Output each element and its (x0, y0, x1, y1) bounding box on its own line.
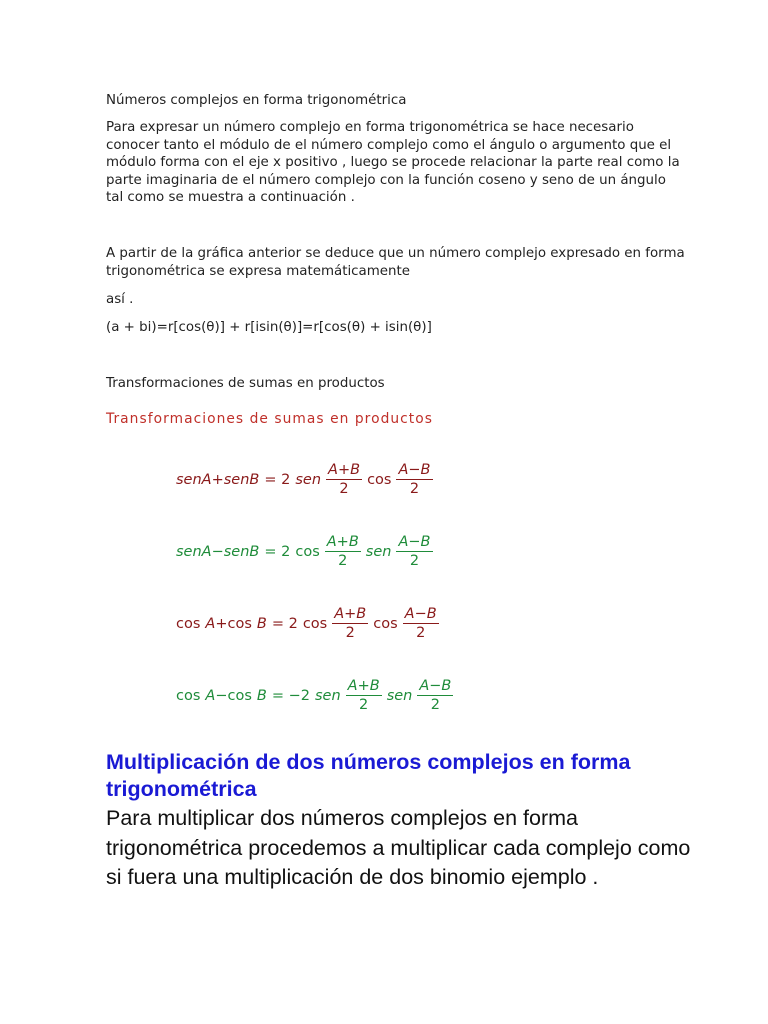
eq-func: cos (227, 615, 252, 632)
section-title-complex-trig: Números complejos en forma trigonométrica (106, 93, 407, 108)
eq-equals: = 2 (271, 615, 298, 632)
eq-func: sen (365, 543, 392, 560)
eq-func: cos (176, 687, 201, 704)
fraction (346, 677, 382, 714)
eq-var: B (249, 471, 260, 488)
section-title-multiplication: Multiplicación de dos números complejos en forma trigonométrica (106, 750, 631, 801)
eq-var: A (205, 687, 216, 704)
eq-func: cos (373, 615, 398, 632)
eq-var: B (256, 687, 267, 704)
eq-func: sen (386, 687, 413, 704)
eq-func: cos (367, 471, 392, 488)
fraction-denominator: 2 (430, 697, 440, 713)
eq-equals: = 2 (264, 471, 291, 488)
fraction-numerator: A+B (334, 606, 367, 622)
eq-var: B (249, 543, 260, 560)
eq-var: A (201, 471, 212, 488)
fraction-denominator: 2 (359, 697, 369, 713)
fraction-denominator: 2 (345, 625, 355, 641)
fraction-denominator: 2 (338, 553, 348, 569)
fraction (325, 533, 361, 570)
eq-func: cos (176, 615, 201, 632)
eq-var: B (256, 615, 267, 632)
formula-image-heading: Transformaciones de sumas en productos (106, 411, 433, 427)
equation-cos-plus-cos (176, 605, 444, 642)
fraction-numerator: A−B (404, 606, 437, 622)
trig-form-formula: (a + bi)=r[cos(θ)] + r[isin(θ)]=r[cos(θ) + isin(θ)] (106, 320, 432, 335)
eq-func: cos (227, 687, 252, 704)
fraction (403, 605, 439, 642)
eq-func: sen (176, 543, 202, 560)
eq-var: A (201, 543, 212, 560)
eq-operator: + (211, 471, 224, 488)
multiplication-paragraph: Para multiplicar dos números complejos en forma trigonométrica procedemos a multiplicar cada complejo como si fuera una multiplicación de dos binomio ejemplo . (106, 806, 691, 889)
eq-func: cos (302, 615, 328, 632)
equation-cos-minus-cos (176, 677, 458, 714)
eq-operator: − (215, 687, 228, 704)
eq-func: sen (314, 687, 341, 704)
fraction-denominator: 2 (416, 625, 426, 641)
fraction-denominator: 2 (409, 481, 420, 497)
fraction (417, 677, 453, 714)
equation-sen-minus-sen (176, 533, 438, 570)
section-title-sum-to-product: Transformaciones de sumas en productos (106, 376, 385, 391)
fraction-numerator: A−B (398, 462, 431, 478)
eq-equals: = 2 (264, 543, 291, 560)
fraction-numerator: A+B (347, 678, 380, 694)
eq-func: cos (295, 543, 320, 560)
fraction-numerator: A+B (328, 462, 361, 478)
fraction (396, 461, 432, 498)
equation-sen-plus-sen (176, 461, 438, 498)
fraction-denominator: 2 (409, 553, 420, 569)
fraction (332, 605, 368, 642)
asi-text: así . (106, 292, 134, 307)
eq-func: sen (176, 471, 202, 488)
intro-paragraph: Para expresar un número complejo en forma trigonométrica se hace necesario conocer tanto el módulo de el número complejo como el ángulo o argumento que el módulo forma con el eje x positivo , luego se procede relacionar la parte real como la parte imaginaria de el número complejo con la función coseno y seno de un ángulo tal como se muestra a continuación . (106, 120, 680, 206)
eq-func: sen (295, 471, 322, 488)
deduction-paragraph: A partir de la gráfica anterior se deduce que un número complejo expresado en forma trigonométrica se expresa matemáticamente (106, 246, 685, 279)
fraction (326, 461, 362, 498)
fraction-denominator: 2 (339, 481, 349, 497)
fraction-numerator: A+B (326, 534, 359, 550)
eq-func: sen (223, 471, 250, 488)
fraction-numerator: A−B (398, 534, 431, 550)
eq-func: sen (223, 543, 250, 560)
eq-operator: + (215, 615, 228, 632)
fraction (396, 533, 432, 570)
eq-var: A (205, 615, 216, 632)
eq-equals: = −2 (271, 687, 310, 704)
eq-operator: − (211, 543, 224, 560)
fraction-numerator: A−B (419, 678, 452, 694)
